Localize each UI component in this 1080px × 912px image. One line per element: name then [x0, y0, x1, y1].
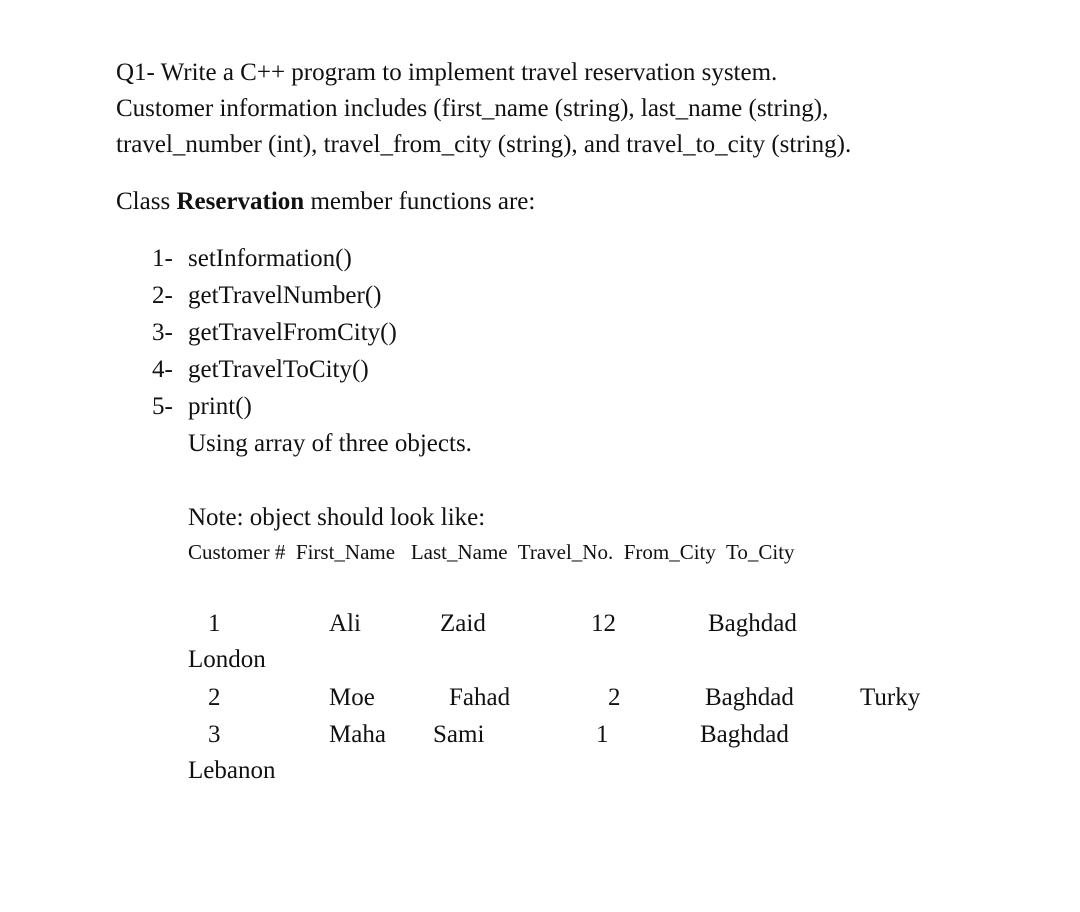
row-3-customer: 3: [208, 721, 221, 748]
function-item: [152, 244, 352, 274]
row-3-from-city: Baghdad: [700, 721, 789, 748]
class-intro-prefix: Class: [116, 188, 177, 215]
row-3-to-city: Lebanon: [188, 757, 276, 784]
class-intro: [116, 187, 535, 217]
function-item-name: getTravelNumber(): [188, 282, 382, 309]
function-item-number: 5-: [152, 393, 173, 420]
row-2-customer: 2: [208, 684, 221, 711]
question-line-3: travel_number (int), travel_from_city (string), and travel_to_city (string).: [116, 131, 852, 158]
row-1-last-name: Zaid: [440, 610, 486, 637]
function-item: [152, 281, 381, 311]
row-3-last-name: Sami: [433, 721, 485, 748]
question-line-1: Q1- Write a C++ program to implement travel reservation system.: [116, 59, 778, 86]
row-3-first-name: Maha: [329, 721, 386, 748]
function-item-number: 4-: [152, 356, 173, 383]
question-line-2: Customer information includes (first_name (string), last_name (string),: [116, 95, 829, 122]
row-2-last-name: Fahad: [449, 684, 511, 711]
function-item-number: 2-: [152, 282, 173, 309]
row-1-customer: 1: [208, 610, 221, 637]
array-note: Using array of three objects.: [188, 430, 472, 457]
function-item: [152, 318, 397, 348]
function-item: [152, 355, 369, 385]
function-item: [152, 392, 252, 422]
function-item-number: 3-: [152, 319, 173, 346]
class-name: Reservation: [176, 188, 305, 215]
function-item-name: getTravelToCity(): [188, 356, 369, 383]
row-2-first-name: Moe: [329, 684, 375, 711]
class-intro-suffix: member functions are:: [304, 188, 536, 215]
row-3-travel-no: 1: [596, 721, 609, 748]
table-header: Customer # First_Name Last_Name Travel_No. From_City To_City: [188, 540, 795, 564]
object-note: Note: object should look like:: [188, 504, 486, 531]
row-1-from-city: Baghdad: [708, 610, 797, 637]
row-1-travel-no: 12: [591, 610, 616, 637]
function-item-number: 1-: [152, 245, 173, 272]
row-1-to-city: London: [188, 646, 266, 673]
row-1-first-name: Ali: [329, 610, 361, 637]
function-item-name: print(): [188, 393, 252, 420]
row-2-to-city: Turky: [860, 684, 921, 711]
row-2-from-city: Baghdad: [705, 684, 794, 711]
function-item-name: getTravelFromCity(): [188, 319, 397, 346]
row-2-travel-no: 2: [608, 684, 621, 711]
function-item-name: setInformation(): [188, 245, 352, 272]
